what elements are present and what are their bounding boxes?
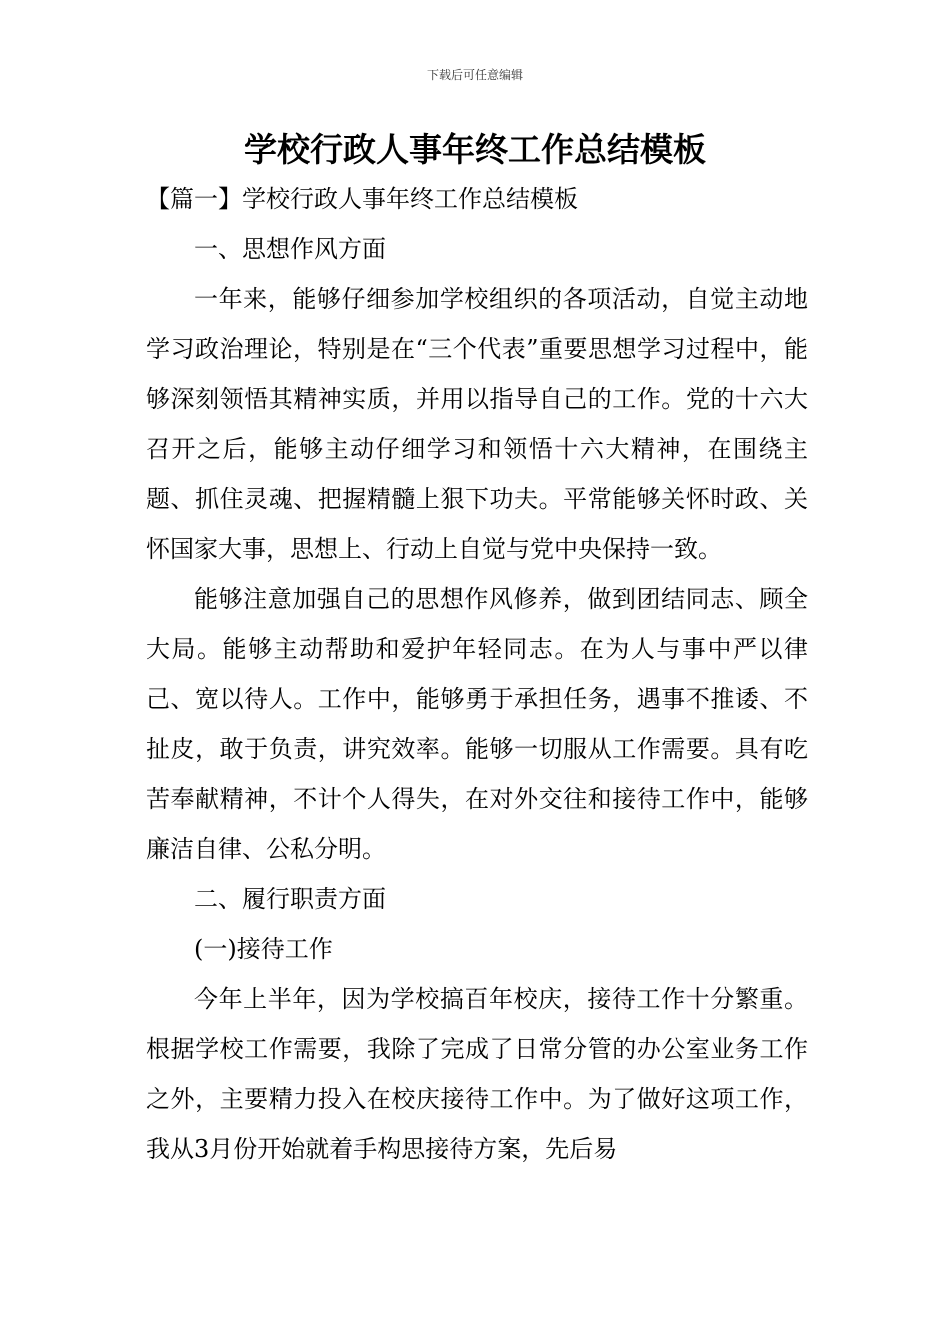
body-paragraph: 能够注意加强自己的思想作风修养，做到团结同志、顾全大局。能够主动帮助和爱护年轻同志。在为人与事中严以律己、宽以待人。工作中，能够勇于承担任务，遇事不推诿、不扯皮，敢于负责，讲究效率。能够一切服从工作需要。具有吃苦奉献精神，不计个人得失，在对外交往和接待工作中，能够廉洁自律、公私分明。 [146, 585, 808, 863]
document-body [146, 174, 808, 1174]
section-heading: 一、思想作风方面 [194, 235, 386, 263]
header-note: 下载后可任意编辑 [426, 68, 523, 82]
subsection-heading: (一)接待工作 [194, 935, 333, 963]
section-heading: 二、履行职责方面 [194, 885, 386, 913]
document-subtitle: 【篇一】学校行政人事年终工作总结模板 [146, 185, 578, 213]
document-title: 学校行政人事年终工作总结模板 [244, 130, 706, 169]
body-paragraph: 今年上半年，因为学校搞百年校庆，接待工作十分繁重。根据学校工作需要，我除了完成了日常分管的办公室业务工作之外，主要精力投入在校庆接待工作中。为了做好这项工作，我从3月份开始就着手构思接待方案，先后易 [146, 985, 808, 1163]
body-paragraph: 一年来，能够仔细参加学校组织的各项活动，自觉主动地学习政治理论，特别是在“三个代表”重要思想学习过程中，能够深刻领悟其精神实质，并用以指导自己的工作。党的十六大召开之后，能够主动仔细学习和领悟十六大精神，在围绕主题、抓住灵魂、把握精髓上狠下功夫。平常能够关怀时政、关怀国家大事，思想上、行动上自觉与党中央保持一致。 [146, 285, 808, 563]
